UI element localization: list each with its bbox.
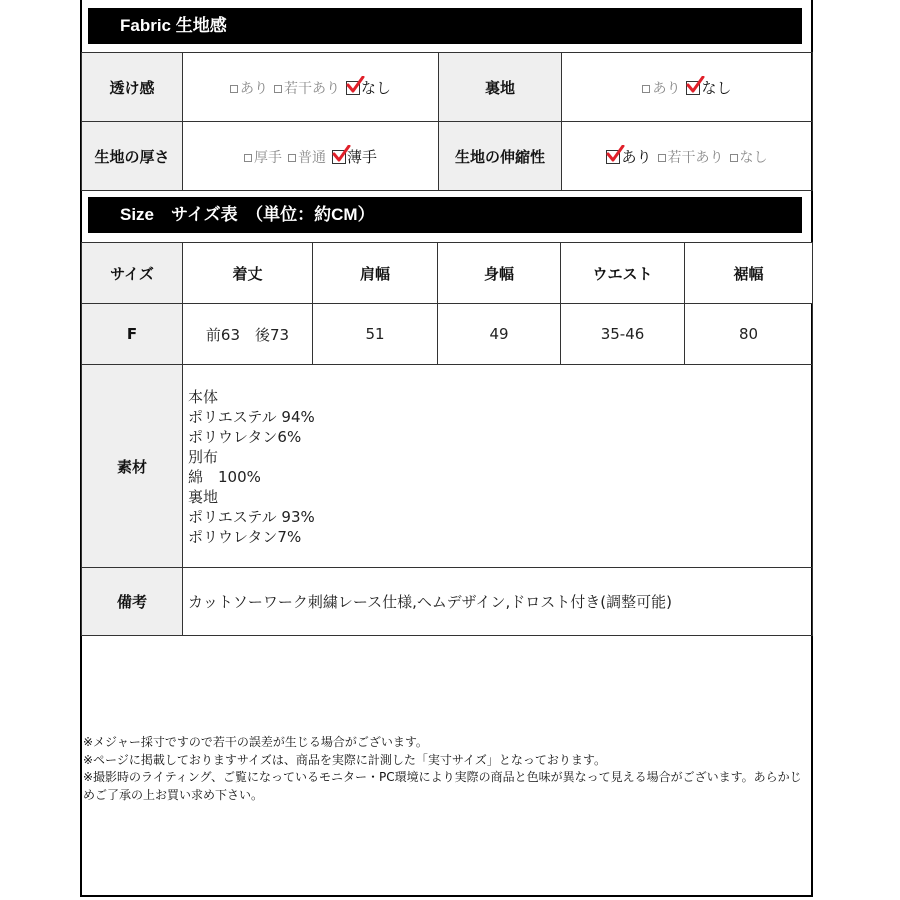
- fabric-options-1-right: [561, 121, 813, 191]
- checkbox-empty-icon: [658, 154, 666, 162]
- option-unchecked: [230, 81, 268, 97]
- option-label: 薄手: [346, 147, 377, 166]
- option-group: [241, 146, 380, 167]
- option-label: なし: [360, 78, 391, 97]
- fabric-label-0-right: 裏地: [438, 52, 562, 122]
- material-line: ポリウレタン6%: [188, 428, 302, 446]
- option-checked: [346, 79, 391, 97]
- option-group: [227, 77, 394, 98]
- checkmark-icon: [606, 150, 620, 164]
- size-header-size: サイズ: [81, 242, 183, 304]
- size-value-shoulder: 51: [312, 303, 438, 365]
- size-value-hem-width: 80: [684, 303, 813, 365]
- option-unchecked: [642, 81, 680, 97]
- checkbox-empty-icon: [244, 154, 252, 162]
- checkbox-empty-icon: [274, 85, 282, 93]
- size-header-waist: ウエスト: [560, 242, 685, 304]
- material-content: [182, 364, 813, 568]
- option-label: あり: [621, 147, 652, 166]
- option-label: なし: [701, 78, 732, 97]
- checkbox-empty-icon: [230, 85, 238, 93]
- remarks-label: 備考: [81, 567, 183, 636]
- size-header-length: 着丈: [182, 242, 313, 304]
- checkmark-icon: [332, 150, 346, 164]
- fabric-label-1-right: 生地の伸縮性: [438, 121, 562, 191]
- size-header-shoulder: 肩幅: [312, 242, 438, 304]
- option-label: 普通: [297, 149, 326, 166]
- fabric-label-0-left: 透け感: [81, 52, 183, 122]
- remarks-text: カットソーワーク刺繍レース仕様,ヘムデザイン,ドロスト付き(調整可能): [182, 567, 813, 636]
- size-header-body-width: 身幅: [437, 242, 561, 304]
- material-line: 綿 100%: [188, 468, 261, 486]
- material-line: 裏地: [188, 488, 219, 506]
- material-line: ポリエステル 94%: [188, 408, 315, 426]
- checkmark-icon: [346, 81, 360, 95]
- material-line: 別布: [188, 448, 219, 466]
- size-row-label: F: [81, 303, 183, 365]
- fabric-options-1-left: [182, 121, 439, 191]
- material-line: ポリウレタン7%: [188, 528, 302, 546]
- option-label: あり: [652, 80, 681, 97]
- material-lines: [188, 387, 315, 547]
- checkbox-empty-icon: [642, 85, 650, 93]
- option-label: あり: [239, 80, 268, 97]
- option-unchecked: [658, 150, 724, 166]
- option-label: なし: [739, 149, 768, 166]
- checkbox-empty-icon: [288, 154, 296, 162]
- option-unchecked: [730, 150, 768, 166]
- note-line: ※撮影時のライティング、ご覧になっているモニター・PC環境により実際の商品と色味が異なって見える場合がございます。あらかじめご了承の上お買い求め下さい。: [83, 770, 802, 802]
- option-group: [639, 77, 734, 98]
- material-label: 素材: [81, 364, 183, 568]
- size-value-length: 前63 後73: [182, 303, 313, 365]
- note-line: ※メジャー採寸ですので若干の誤差が生じる場合がございます。: [83, 735, 428, 749]
- fabric-section-title: Fabric 生地感: [88, 8, 802, 44]
- option-unchecked: [244, 150, 282, 166]
- option-group: [603, 146, 770, 167]
- size-header-hem-width: 裾幅: [684, 242, 813, 304]
- material-line: ポリエステル 93%: [188, 508, 315, 526]
- option-checked: [332, 148, 377, 166]
- notes-block: [83, 734, 811, 804]
- note-line: ※ページに掲載しておりますサイズは、商品を実際に計測した「実寸サイズ」となっております。: [83, 752, 606, 767]
- checkmark-icon: [686, 81, 700, 95]
- option-checked: [606, 148, 651, 166]
- fabric-options-0-left: [182, 52, 439, 122]
- option-label: 若干あり: [667, 149, 724, 166]
- option-label: 若干あり: [283, 80, 340, 97]
- option-label: 厚手: [253, 149, 282, 166]
- size-value-waist: 35-46: [560, 303, 685, 365]
- checkbox-empty-icon: [730, 154, 738, 162]
- size-value-body-width: 49: [437, 303, 561, 365]
- fabric-label-1-left: 生地の厚さ: [81, 121, 183, 191]
- option-unchecked: [288, 150, 326, 166]
- material-line: 本体: [188, 388, 219, 406]
- option-unchecked: [274, 81, 340, 97]
- option-checked: [686, 79, 731, 97]
- fabric-options-0-right: [561, 52, 813, 122]
- size-section-title: Size サイズ表 （単位：約CM）: [88, 197, 802, 233]
